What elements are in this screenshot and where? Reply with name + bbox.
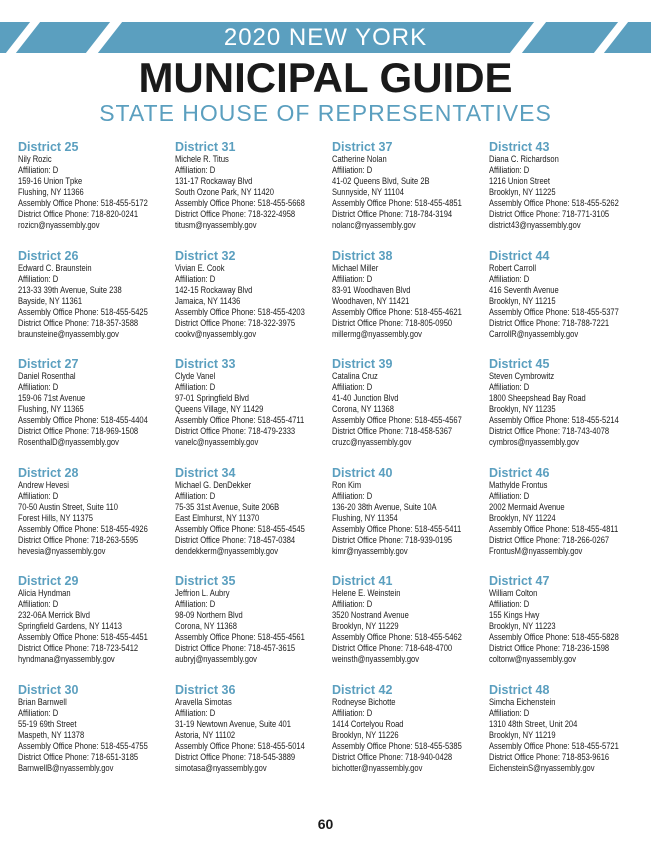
page-title: MUNICIPAL GUIDE — [138, 54, 513, 101]
affiliation: Affiliation: D — [489, 490, 530, 501]
affiliation: Affiliation: D — [175, 490, 216, 501]
district-heading: District 36 — [175, 682, 236, 697]
affiliation: Affiliation: D — [18, 382, 59, 392]
address-line-2: Maspeth, NY 11378 — [18, 729, 85, 740]
affiliation: Affiliation: D — [332, 707, 373, 718]
address-line-1: 41-40 Junction Blvd — [332, 393, 399, 403]
directory-grid — [18, 140, 648, 791]
email-address: FrontusM@nyassembly.gov — [489, 545, 583, 556]
assembly-office-phone: Assembly Office Phone: 518-455-5014 — [175, 740, 305, 751]
assembly-office-phone: Assembly Office Phone: 518-455-4851 — [332, 198, 462, 208]
email-address: district43@nyassembly.gov — [489, 220, 581, 230]
district-entry — [175, 683, 332, 792]
assembly-office-phone: Assembly Office Phone: 518-455-5425 — [18, 306, 148, 317]
address-line-2: Astoria, NY 11102 — [175, 729, 236, 740]
address-line-1: 232-06A Merrick Blvd — [18, 610, 90, 620]
district-office-phone: District Office Phone: 718-805-0950 — [332, 317, 453, 328]
district-office-phone: District Office Phone: 718-969-1508 — [18, 426, 139, 436]
assembly-office-phone: Assembly Office Phone: 518-455-4621 — [332, 306, 462, 317]
address-line-1: 83-91 Woodhaven Blvd — [332, 284, 411, 295]
address-line-2: Jamaica, NY 11436 — [175, 295, 241, 306]
district-heading: District 38 — [332, 248, 393, 263]
district-heading: District 31 — [175, 140, 236, 154]
affiliation: Affiliation: D — [18, 599, 59, 609]
email-address: vanelc@nyassembly.gov — [175, 437, 259, 447]
affiliation: Affiliation: D — [175, 382, 216, 392]
district-heading: District 32 — [175, 248, 236, 263]
representative-name: Michael G. DenDekker — [175, 479, 252, 490]
district-entry — [18, 683, 175, 792]
district-office-phone: District Office Phone: 718-820-0241 — [18, 209, 139, 219]
affiliation: Affiliation: D — [332, 382, 373, 392]
email-address: simotasa@nyassembly.gov — [175, 762, 267, 773]
address-line-1: 1414 Cortelyou Road — [332, 718, 404, 729]
district-heading: District 46 — [489, 465, 550, 480]
district-heading: District 28 — [18, 465, 79, 480]
district-entry — [332, 466, 489, 575]
district-office-phone: District Office Phone: 718-322-4958 — [175, 209, 296, 219]
district-entry — [175, 140, 332, 249]
address-line-1: 131-17 Rockaway Blvd — [175, 176, 253, 186]
address-line-1: 1310 48th Street, Unit 204 — [489, 718, 578, 729]
email-address: dendekkerm@nyassembly.gov — [175, 545, 278, 556]
banner-title: 2020 NEW YORK — [223, 24, 428, 51]
address-line-2: Brooklyn, NY 11235 — [489, 404, 556, 414]
district-heading: District 34 — [175, 465, 236, 480]
district-office-phone: District Office Phone: 718-743-4078 — [489, 426, 610, 436]
assembly-office-phone: Assembly Office Phone: 518-455-4561 — [175, 632, 305, 642]
assembly-office-phone: Assembly Office Phone: 518-455-5214 — [489, 415, 619, 425]
affiliation: Affiliation: D — [18, 165, 59, 175]
affiliation: Affiliation: D — [332, 599, 373, 609]
representative-name: Edward C. Braunstein — [18, 262, 92, 273]
district-office-phone: District Office Phone: 718-939-0195 — [332, 534, 453, 545]
affiliation: Affiliation: D — [489, 165, 530, 175]
assembly-office-phone: Assembly Office Phone: 518-455-4926 — [18, 523, 148, 534]
address-line-2: Flushing, NY 11365 — [18, 404, 84, 414]
representative-name: Steven Cymbrowitz — [489, 371, 555, 381]
email-address: millermg@nyassembly.gov — [332, 328, 422, 339]
representative-name: Rodneyse Bichotte — [332, 696, 396, 707]
email-address: hyndmana@nyassembly.gov — [18, 654, 115, 664]
address-line-1: 159-16 Union Tpke — [18, 176, 83, 186]
address-line-1: 416 Seventh Avenue — [489, 284, 559, 295]
address-line-2: Brooklyn, NY 11229 — [332, 621, 399, 631]
assembly-office-phone: Assembly Office Phone: 518-455-5411 — [332, 523, 462, 534]
page-subtitle: STATE HOUSE OF REPRESENTATIVES — [99, 100, 552, 126]
district-office-phone: District Office Phone: 718-723-5412 — [18, 643, 139, 653]
address-line-1: 3520 Nostrand Avenue — [332, 610, 409, 620]
district-entry — [332, 683, 489, 792]
header-banner — [0, 22, 651, 53]
representative-name: Catherine Nolan — [332, 154, 387, 164]
email-address: cookv@nyassembly.gov — [175, 328, 257, 339]
representative-name: Brian Barnwell — [18, 696, 67, 707]
assembly-office-phone: Assembly Office Phone: 518-455-4545 — [175, 523, 305, 534]
assembly-office-phone: Assembly Office Phone: 518-455-4711 — [175, 415, 305, 425]
address-line-2: East Elmhurst, NY 11370 — [175, 512, 260, 523]
district-entry — [489, 140, 646, 249]
address-line-2: Brooklyn, NY 11215 — [489, 295, 556, 306]
email-address: cymbros@nyassembly.gov — [489, 437, 579, 447]
district-heading: District 27 — [18, 357, 79, 371]
address-line-2: Brooklyn, NY 11226 — [332, 729, 399, 740]
affiliation: Affiliation: D — [489, 599, 530, 609]
district-office-phone: District Office Phone: 718-357-3588 — [18, 317, 139, 328]
page-number: 60 — [317, 816, 334, 832]
email-address: hevesia@nyassembly.gov — [18, 545, 106, 556]
district-entry — [489, 574, 646, 683]
address-line-2: Brooklyn, NY 11223 — [489, 621, 556, 631]
address-line-1: 2002 Mermaid Avenue — [489, 501, 565, 512]
address-line-1: 75-35 31st Avenue, Suite 206B — [175, 501, 280, 512]
district-office-phone: District Office Phone: 718-784-3194 — [332, 209, 453, 219]
email-address: BarnwellB@nyassembly.gov — [18, 762, 114, 773]
district-entry — [175, 574, 332, 683]
affiliation: Affiliation: D — [175, 165, 216, 175]
district-entry — [175, 466, 332, 575]
address-line-2: Brooklyn, NY 11225 — [489, 187, 556, 197]
representative-name: Aravella Simotas — [175, 696, 232, 707]
email-address: bichotter@nyassembly.gov — [332, 762, 423, 773]
address-line-2: Flushing, NY 11366 — [18, 187, 84, 197]
district-entry — [489, 249, 646, 358]
district-entry — [489, 466, 646, 575]
address-line-2: Springfield Gardens, NY 11413 — [18, 621, 123, 631]
email-address: coltonw@nyassembly.gov — [489, 654, 577, 664]
affiliation: Affiliation: D — [175, 599, 216, 609]
district-heading: District 45 — [489, 357, 550, 371]
representative-name: Helene E. Weinstein — [332, 588, 401, 598]
district-heading: District 42 — [332, 682, 393, 697]
email-address: CarrollR@nyassembly.gov — [489, 328, 579, 339]
district-office-phone: District Office Phone: 718-853-9616 — [489, 751, 610, 762]
assembly-office-phone: Assembly Office Phone: 518-455-4404 — [18, 415, 148, 425]
address-line-2: Bayside, NY 11361 — [18, 295, 83, 306]
address-line-2: Woodhaven, NY 11421 — [332, 295, 410, 306]
address-line-1: 159-06 71st Avenue — [18, 393, 86, 403]
email-address: nolanc@nyassembly.gov — [332, 220, 416, 230]
district-entry — [18, 249, 175, 358]
assembly-office-phone: Assembly Office Phone: 518-455-4755 — [18, 740, 148, 751]
assembly-office-phone: Assembly Office Phone: 518-455-4203 — [175, 306, 305, 317]
representative-name: Diana C. Richardson — [489, 154, 559, 164]
district-heading: District 33 — [175, 357, 236, 371]
address-line-1: 142-15 Rockaway Blvd — [175, 284, 253, 295]
address-line-1: 31-19 Newtown Avenue, Suite 401 — [175, 718, 291, 729]
district-heading: District 44 — [489, 248, 550, 263]
assembly-office-phone: Assembly Office Phone: 518-455-5172 — [18, 198, 148, 208]
district-office-phone: District Office Phone: 718-263-5595 — [18, 534, 139, 545]
email-address: aubryj@nyassembly.gov — [175, 654, 257, 664]
representative-name: Ron Kim — [332, 479, 362, 490]
address-line-1: 1800 Sheepshead Bay Road — [489, 393, 586, 403]
district-entry — [332, 140, 489, 249]
representative-name: Catalina Cruz — [332, 371, 378, 381]
assembly-office-phone: Assembly Office Phone: 518-455-5262 — [489, 198, 619, 208]
address-line-2: Corona, NY 11368 — [175, 621, 237, 631]
district-heading: District 30 — [18, 682, 79, 697]
address-line-2: Queens Village, NY 11429 — [175, 404, 264, 414]
affiliation: Affiliation: D — [489, 707, 530, 718]
address-line-2: Forest Hills, NY 11375 — [18, 512, 93, 523]
district-entry — [18, 574, 175, 683]
district-office-phone: District Office Phone: 718-651-3185 — [18, 751, 139, 762]
representative-name: Clyde Vanel — [175, 371, 216, 381]
district-entry — [18, 357, 175, 466]
district-office-phone: District Office Phone: 718-457-3615 — [175, 643, 296, 653]
affiliation: Affiliation: D — [18, 273, 59, 284]
address-line-1: 155 Kings Hwy — [489, 610, 540, 620]
district-office-phone: District Office Phone: 718-545-3889 — [175, 751, 296, 762]
district-entry — [332, 249, 489, 358]
assembly-office-phone: Assembly Office Phone: 518-455-5721 — [489, 740, 619, 751]
address-line-2: Brooklyn, NY 11224 — [489, 512, 556, 523]
address-line-1: 98-09 Northern Blvd — [175, 610, 243, 620]
affiliation: Affiliation: D — [489, 273, 530, 284]
affiliation: Affiliation: D — [332, 490, 373, 501]
email-address: rozicn@nyassembly.gov — [18, 220, 100, 230]
assembly-office-phone: Assembly Office Phone: 518-455-5828 — [489, 632, 619, 642]
district-entry — [332, 574, 489, 683]
address-line-1: 70-50 Austin Street, Suite 110 — [18, 501, 118, 512]
district-office-phone: District Office Phone: 718-479-2333 — [175, 426, 296, 436]
representative-name: Michele R. Titus — [175, 154, 229, 164]
address-line-2: South Ozone Park, NY 11420 — [175, 187, 274, 197]
district-heading: District 41 — [332, 574, 393, 588]
district-entry — [18, 466, 175, 575]
district-office-phone: District Office Phone: 718-457-0384 — [175, 534, 296, 545]
district-heading: District 37 — [332, 140, 393, 154]
district-entry — [18, 140, 175, 249]
representative-name: Nily Rozic — [18, 154, 52, 164]
affiliation: Affiliation: D — [18, 490, 59, 501]
affiliation: Affiliation: D — [489, 382, 530, 392]
representative-name: Jeffrion L. Aubry — [175, 588, 230, 598]
district-office-phone: District Office Phone: 718-771-3105 — [489, 209, 610, 219]
district-office-phone: District Office Phone: 718-322-3975 — [175, 317, 296, 328]
district-heading: District 47 — [489, 574, 550, 588]
district-entry — [175, 249, 332, 358]
email-address: weinsth@nyassembly.gov — [332, 654, 420, 664]
address-line-1: 97-01 Springfield Blvd — [175, 393, 250, 403]
assembly-office-phone: Assembly Office Phone: 518-455-4811 — [489, 523, 619, 534]
district-entry — [332, 357, 489, 466]
email-address: cruzc@nyassembly.gov — [332, 437, 412, 447]
representative-name: Michael Miller — [332, 262, 379, 273]
email-address: kimr@nyassembly.gov — [332, 545, 408, 556]
affiliation: Affiliation: D — [175, 707, 216, 718]
district-heading: District 40 — [332, 465, 393, 480]
assembly-office-phone: Assembly Office Phone: 518-455-5462 — [332, 632, 462, 642]
district-office-phone: District Office Phone: 718-236-1598 — [489, 643, 610, 653]
district-heading: District 39 — [332, 357, 393, 371]
assembly-office-phone: Assembly Office Phone: 518-455-5377 — [489, 306, 619, 317]
district-heading: District 25 — [18, 140, 79, 154]
email-address: braunsteine@nyassembly.gov — [18, 328, 119, 339]
affiliation: Affiliation: D — [175, 273, 216, 284]
assembly-office-phone: Assembly Office Phone: 518-455-4567 — [332, 415, 462, 425]
district-office-phone: District Office Phone: 718-648-4700 — [332, 643, 453, 653]
assembly-office-phone: Assembly Office Phone: 518-455-4451 — [18, 632, 148, 642]
district-entry — [489, 683, 646, 792]
representative-name: Simcha Eichenstein — [489, 696, 556, 707]
address-line-1: 136-20 38th Avenue, Suite 10A — [332, 501, 437, 512]
affiliation: Affiliation: D — [18, 707, 59, 718]
district-office-phone: District Office Phone: 718-266-0267 — [489, 534, 610, 545]
email-address: EichensteinS@nyassembly.gov — [489, 762, 595, 773]
representative-name: Mathylde Frontus — [489, 479, 548, 490]
district-entry — [175, 357, 332, 466]
assembly-office-phone: Assembly Office Phone: 518-455-5668 — [175, 198, 305, 208]
representative-name: Vivian E. Cook — [175, 262, 225, 273]
email-address: RosenthalD@nyassembly.gov — [18, 437, 119, 447]
address-line-2: Sunnyside, NY 11104 — [332, 187, 404, 197]
district-heading: District 48 — [489, 682, 550, 697]
email-address: titusm@nyassembly.gov — [175, 220, 257, 230]
address-line-1: 213-33 39th Avenue, Suite 238 — [18, 284, 122, 295]
representative-name: Daniel Rosenthal — [18, 371, 76, 381]
representative-name: Andrew Hevesi — [18, 479, 69, 490]
representative-name: Alicia Hyndman — [18, 588, 71, 598]
affiliation: Affiliation: D — [332, 165, 373, 175]
address-line-1: 41-02 Queens Blvd, Suite 2B — [332, 176, 430, 186]
address-line-2: Corona, NY 11368 — [332, 404, 394, 414]
representative-name: Robert Carroll — [489, 262, 537, 273]
district-office-phone: District Office Phone: 718-788-7221 — [489, 317, 610, 328]
address-line-2: Brooklyn, NY 11219 — [489, 729, 556, 740]
address-line-2: Flushing, NY 11354 — [332, 512, 398, 523]
address-line-1: 55-19 69th Street — [18, 718, 77, 729]
assembly-office-phone: Assembly Office Phone: 518-455-5385 — [332, 740, 462, 751]
representative-name: William Colton — [489, 588, 538, 598]
district-office-phone: District Office Phone: 718-940-0428 — [332, 751, 453, 762]
district-entry — [489, 357, 646, 466]
district-office-phone: District Office Phone: 718-458-5367 — [332, 426, 453, 436]
district-heading: District 43 — [489, 140, 550, 154]
district-heading: District 29 — [18, 574, 79, 588]
district-heading: District 26 — [18, 248, 79, 263]
district-heading: District 35 — [175, 574, 236, 588]
address-line-1: 1216 Union Street — [489, 176, 550, 186]
affiliation: Affiliation: D — [332, 273, 373, 284]
